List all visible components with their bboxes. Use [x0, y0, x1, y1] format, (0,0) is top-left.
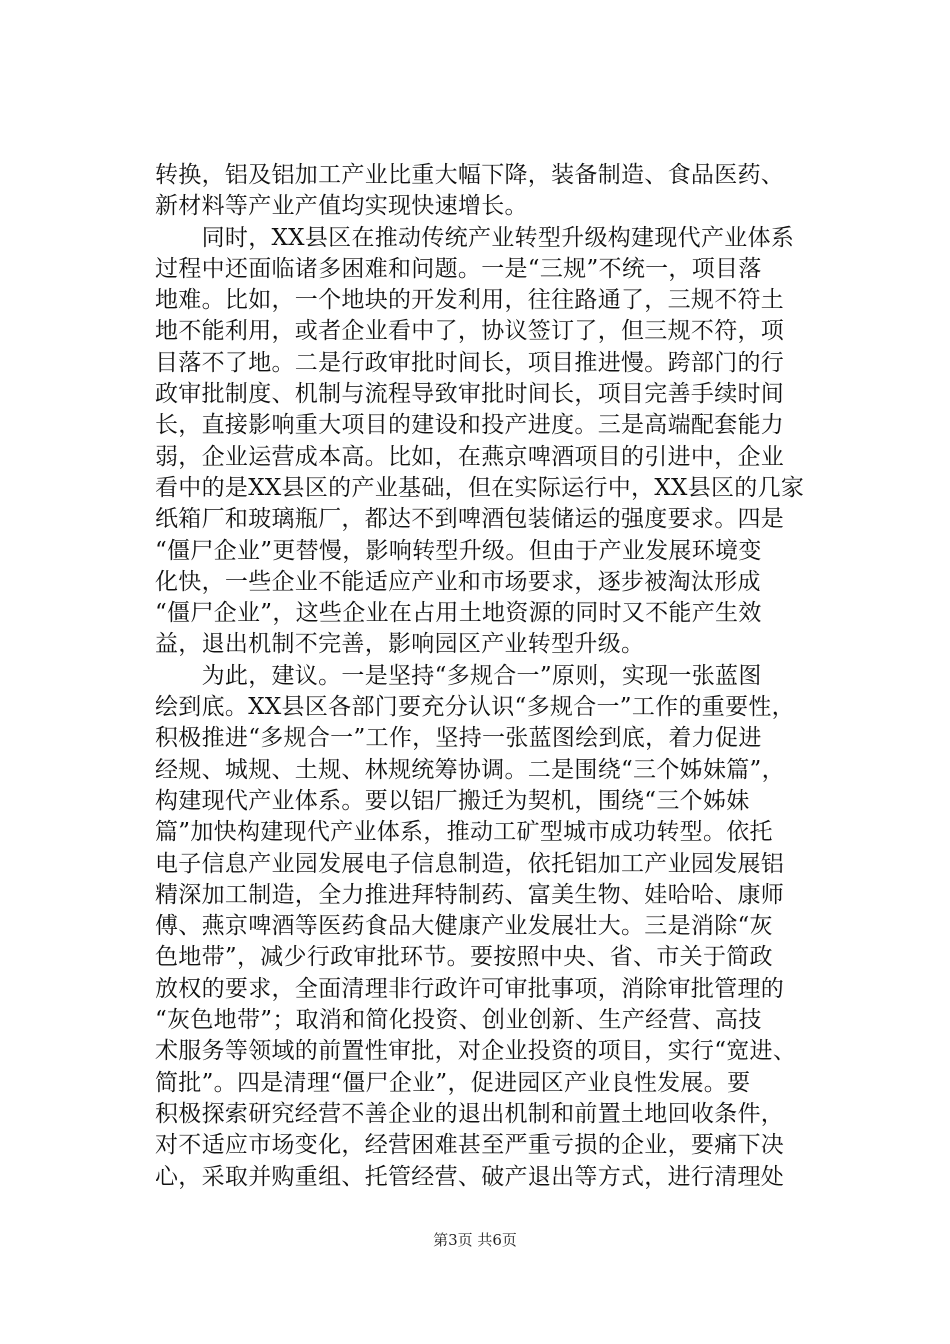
text-line: 术服务等领域的前置性审批，对企业投资的项目，实行“宽进、: [155, 1038, 797, 1065]
text-line: 积极探索研究经营不善企业的退出机制和前置土地回收条件，: [155, 1100, 785, 1127]
text-line: 为此，建议。一是坚持“多规合一”原则，实现一张蓝图: [155, 662, 762, 689]
text-line: “僵尸企业”，这些企业在占用土地资源的同时又不能产生效: [155, 600, 762, 627]
text-line: 地难。比如，一个地块的开发利用，往往路通了，三规不符土: [155, 287, 785, 314]
text-line: 益，退出机制不完善，影响园区产业转型升级。: [155, 631, 645, 658]
text-line: 绘到底。XX县区各部门要充分认识“多规合一”工作的重要性，: [155, 694, 795, 721]
text-line: 精深加工制造，全力推进拜特制药、富美生物、娃哈哈、康师: [155, 881, 785, 908]
text-line: 新材料等产业产值均实现快速增长。: [155, 193, 528, 220]
text-line: 目落不了地。二是行政审批时间长，项目推进慢。跨部门的行: [155, 349, 785, 376]
document-body: [155, 160, 855, 1193]
page-number: 第3页 共6页: [433, 1231, 517, 1249]
text-line: 化快，一些企业不能适应产业和市场要求，逐步被淘汰形成: [155, 568, 761, 595]
text-line: 纸箱厂和玻璃瓶厂，都达不到啤酒包装储运的强度要求。四是: [155, 506, 785, 533]
text-line: 简批”。四是清理“僵尸企业”，促进园区产业良性发展。要: [155, 1069, 751, 1096]
text-line: “僵尸企业”更替慢，影响转型升级。但由于产业发展环境变: [155, 537, 762, 564]
text-line: 政审批制度、机制与流程导致审批时间长，项目完善手续时间: [155, 381, 785, 408]
text-line: 色地带”，减少行政审批环节。要按照中央、省、市关于简政: [155, 944, 773, 971]
text-line: 积极推进“多规合一”工作，坚持一张蓝图绘到底，着力促进: [155, 725, 762, 752]
text-line: 心，采取并购重组、托管经营、破产退出等方式，进行清理处: [155, 1163, 785, 1190]
text-line: 傅、燕京啤酒等医药食品大健康产业发展壮大。三是消除“灰: [155, 913, 773, 940]
text-line: 同时，XX县区在推动传统产业转型升级构建现代产业体系: [155, 224, 795, 251]
text-line: 放权的要求，全面清理非行政许可审批事项，消除审批管理的: [155, 975, 785, 1002]
text-line: 转换，铝及铝加工产业比重大幅下降，装备制造、食品医药、: [155, 162, 785, 188]
text-line: 过程中还面临诸多困难和问题。一是“三规”不统一，项目落: [155, 255, 762, 282]
text-line: 看中的是XX县区的产业基础，但在实际运行中，XX县区的几家: [155, 474, 805, 501]
text-line: 对不适应市场变化，经营困难甚至严重亏损的企业，要痛下决: [155, 1132, 785, 1159]
page-footer: [0, 1230, 950, 1250]
text-line: 篇”加快构建现代产业体系，推动工矿型城市成功转型。依托: [155, 819, 773, 846]
text-line: 地不能利用，或者企业看中了，协议签订了，但三规不符，项: [155, 318, 785, 345]
text-line: 构建现代产业体系。要以铝厂搬迁为契机，围绕“三个姊妹: [155, 787, 750, 814]
text-line: 经规、城规、土规、林规统筹协调。二是围绕“三个姊妹篇”，: [155, 756, 785, 783]
text-line: 弱，企业运营成本高。比如，在燕京啤酒项目的引进中，企业: [155, 443, 785, 470]
text-line: “灰色地带”；取消和简化投资、创业创新、生产经营、高技: [155, 1007, 762, 1034]
text-line: 电子信息产业园发展电子信息制造，依托铝加工产业园发展铝: [155, 850, 785, 877]
text-line: 长，直接影响重大项目的建设和投产进度。三是高端配套能力: [155, 412, 785, 439]
